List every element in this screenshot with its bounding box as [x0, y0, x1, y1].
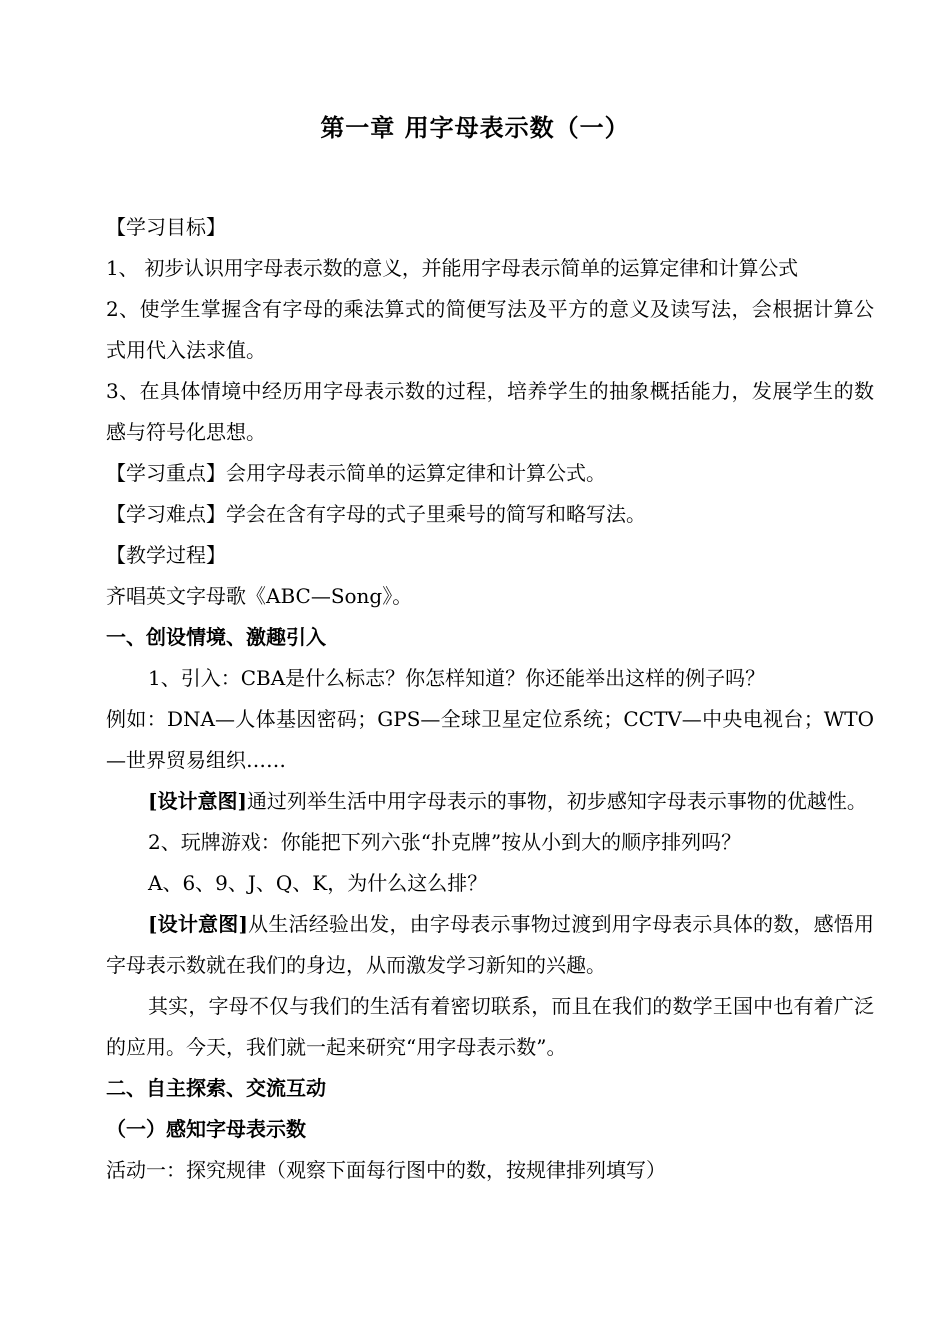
objectives-heading: 【学习目标】 [106, 215, 226, 239]
song-line: 齐唱英文字母歌《ABC—Song》。 [106, 584, 413, 608]
document-body [106, 207, 874, 1191]
transition-paragraph: 其实，字母不仅与我们的生活有着密切联系，而且在我们的数学王国中也有着广泛的应用。今天，我们就一起来研究“用字母表示数”。 [106, 994, 874, 1059]
cards-line: A、6、9、J、Q、K，为什么这么排？ [148, 871, 488, 895]
design-label-2: [设计意图] [148, 912, 248, 936]
key-point [106, 453, 874, 494]
difficulty-text: 学会在含有字母的式子里乘号的简写和略写法。 [226, 502, 646, 526]
examples: 例如：DNA—人体基因密码；GPS—全球卫星定位系统；CCTV—中央电视台；WTO—世界贸易组织…… [106, 707, 874, 772]
objective-1: 1、 初步认识用字母表示数的意义，并能用字母表示简单的运算定律和计算公式 [106, 256, 798, 280]
key-point-label: 【学习重点】 [106, 461, 226, 485]
section-2-heading: 二、自主探索、交流互动 [106, 1076, 326, 1100]
design-label-1: [设计意图] [148, 789, 247, 813]
document-title: 第一章 用字母表示数（一） [320, 113, 630, 142]
intro-question: 1、引入：CBA是什么标志？你怎样知道？你还能举出这样的例子吗？ [148, 666, 766, 690]
objective-2: 2、使学生掌握含有字母的乘法算式的简便写法及平方的意义及读写法，会根据计算公式用代入法求值。 [106, 297, 874, 362]
design-intent-1 [106, 781, 874, 822]
section-1-heading: 一、创设情境、激趣引入 [106, 625, 326, 649]
objective-3: 3、在具体情境中经历用字母表示数的过程，培养学生的抽象概括能力，发展学生的数感与符号化思想。 [106, 379, 874, 444]
subsection-1-heading: （一）感知字母表示数 [106, 1117, 306, 1141]
design-text-1: 通过列举生活中用字母表示的事物，初步感知字母表示事物的优越性。 [246, 789, 867, 813]
game-question: 2、玩牌游戏：你能把下列六张“扑克牌”按从小到大的顺序排列吗？ [148, 830, 742, 854]
design-text-2: 从生活经验出发，由字母表示事物过渡到用字母表示具体的数，感悟用字母表示数就在我们的身边，从而激发学习新知的兴趣。 [106, 912, 875, 977]
design-intent-2 [106, 904, 874, 986]
difficulty-label: 【学习难点】 [106, 502, 226, 526]
activity-1: 活动一：探究规律（观察下面每行图中的数，按规律排列填写） [106, 1158, 666, 1182]
key-point-text: 会用字母表示简单的运算定律和计算公式。 [226, 461, 606, 485]
difficulty [106, 494, 874, 535]
process-heading: 【教学过程】 [106, 543, 226, 567]
